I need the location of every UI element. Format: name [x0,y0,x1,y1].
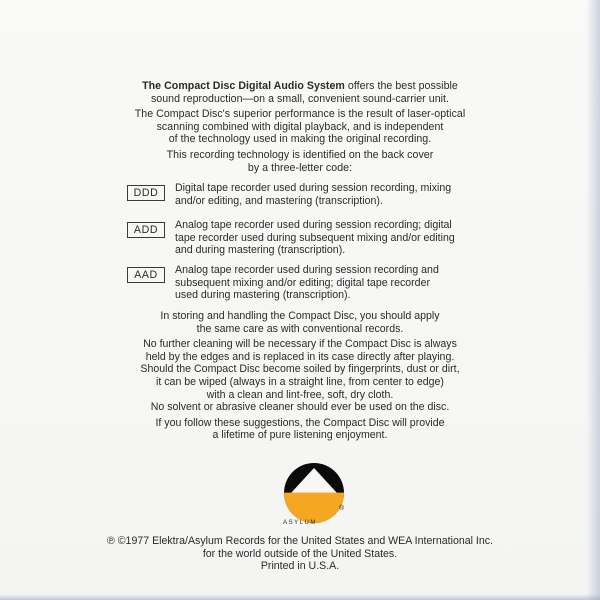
intro-paragraph-1 [100,80,500,105]
intro-paragraph-2 [100,108,500,146]
copyright-notice [80,535,520,573]
care-instructions [100,310,500,445]
code-aad-line-3: used during mastering (transcription). [175,289,351,302]
code-add-line-1: Analog tape recorder used during session recording; digital [175,219,452,231]
page-edge-shadow-bottom [0,594,600,600]
copyright-line-3: Printed in U.S.A. [260,560,340,573]
logo-wordmark: ASYLUM [283,520,317,526]
care-paragraph-3 [100,417,500,442]
care-1-line-2: the same care as with conventional records. [196,322,404,335]
intro-paragraph-3 [100,149,500,174]
care-3-line-1: If you follow these suggestions, the Compact Disc will provide [155,416,445,429]
care-3-line-2: a lifetime of pure listening enjoyment. [212,429,388,442]
intro-p2-line-1: The Compact Disc's superior performance is the result of laser-optical [134,108,466,121]
code-ddd-line-1: Digital tape recorder used during session recording, mixing [175,182,452,194]
care-paragraph-1 [100,310,500,335]
intro-line-1-rest: offers the best possible [344,80,458,92]
intro-line-2: sound reproduction—on a small, convenient sound-carrier unit. [150,92,450,105]
code-ddd-line-2: and/or editing, and mastering (transcription). [175,194,383,207]
system-name: The Compact Disc Digital Audio System [142,80,345,92]
care-paragraph-2 [100,338,500,414]
intro-text [100,80,500,177]
intro-p3-line-1: This recording technology is identified on the back cover [166,148,434,161]
care-2-line-2: held by the edges and is replaced in its case directly after playing. [145,350,455,363]
intro-p2-line-2: scanning combined with digital playback, and is independent [156,120,444,133]
code-add-line-2: tape recorder used during subsequent mixing and/or editing [175,231,455,244]
code-aad-line-2: subsequent mixing and/or editing; digital tape recorder [175,276,430,289]
care-2-line-6: No solvent or abrasive cleaner should ever be used on the disc. [150,401,450,414]
code-add-line-3: and during mastering (transcription). [175,244,346,257]
code-description-ddd [175,182,505,207]
care-2-line-5: with a clean and lint-free, soft, dry cloth. [206,388,394,401]
code-badge-add: ADD [127,222,165,238]
intro-p3-line-2: by a three-letter code: [247,161,353,174]
copyright-line-1: ℗ ©1977 Elektra/Asylum Records for the United States and WEA International Inc. [107,535,493,547]
care-1-line-1: In storing and handling the Compact Disc, you should apply [160,310,440,322]
logo-sun [284,493,344,523]
registered-mark: ® [339,505,345,512]
care-2-line-1: No further cleaning will be necessary if the Compact Disc is always [143,338,457,351]
code-description-aad [175,264,505,302]
code-badge-ddd: DDD [127,185,165,201]
code-description-add [175,219,505,257]
care-2-line-4: it can be wiped (always in a straight line, from center to edge) [156,375,444,388]
copyright-line-2: for the world outside of the United States. [202,547,398,560]
code-aad-line-1: Analog tape recorder used during session recording and [175,264,439,276]
care-2-line-3: Should the Compact Disc become soiled by fingerprints, dust or dirt, [140,363,460,376]
code-badge-aad: AAD [127,267,165,283]
page-edge-shadow-right [586,0,600,600]
intro-p2-line-3: of the technology used in making the original recording. [168,133,432,146]
